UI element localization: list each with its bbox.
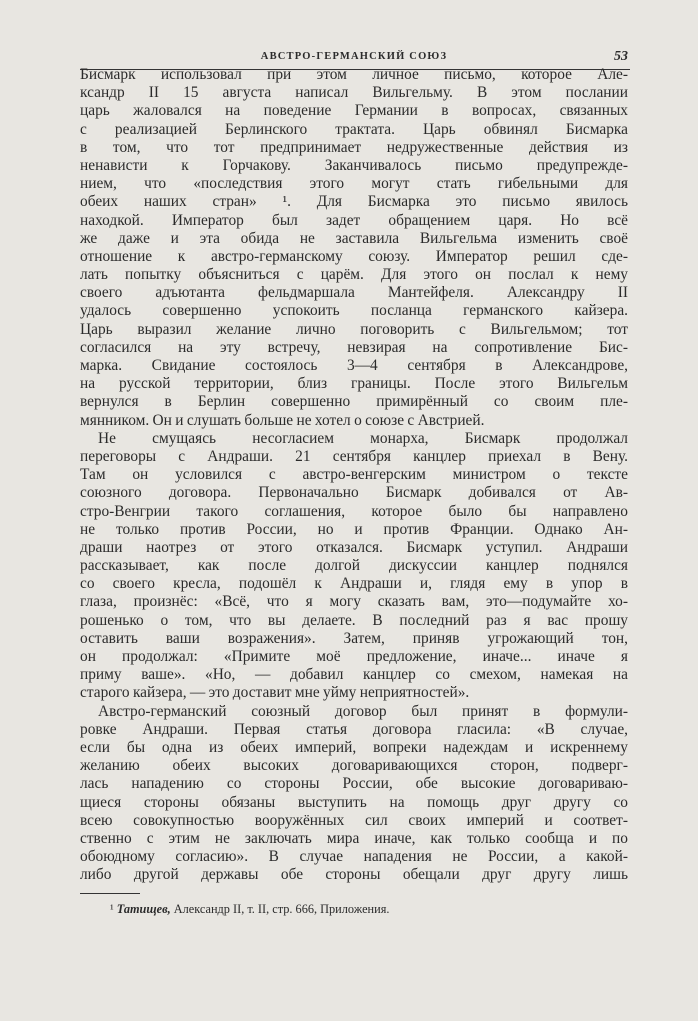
text-line: глаза, произнёс: «Всё, что я могу сказать вам, это—подумайте хо- [80, 593, 628, 611]
text-line: ненависти к Горчакову. Заканчивалось письмо предупрежде- [80, 156, 628, 174]
text-line: ственно с этим не заключать мира иначе, как только сообща и по [80, 829, 628, 847]
text-line: союзного договора. Первоначально Бисмарк добивался от Ав- [80, 484, 628, 502]
footnote [110, 901, 389, 917]
text-line: Царь выразил желание лично поговорить с Вильгельмом; тот [80, 320, 628, 338]
text-line: желанию обеих высоких договаривающихся сторон, подверг- [80, 757, 628, 775]
footnote-text: Александр II, т. II, стр. 666, Приложения. [170, 902, 390, 916]
text-line: царь жаловался на поведение Германии в вопросах, связанных [80, 102, 628, 120]
running-header [80, 49, 628, 67]
text-line: всею совокупностью вооружённых сил своих империй и соответ- [80, 811, 628, 829]
text-line: Не смущаясь несогласием монарха, Бисмарк продолжал [98, 429, 628, 447]
text-line: вернулся в Берлин совершенно примирённый со своим пле- [80, 393, 628, 411]
running-title: АВСТРО-ГЕРМАНСКИЙ СОЮЗ [260, 51, 448, 62]
text-line: либо другой державы обе стороны обещали друг другу лишь [80, 866, 628, 884]
text-line: рошенько о том, что вы делаете. В последний раз я вас прошу [80, 611, 628, 629]
page-number: 53 [614, 49, 628, 64]
text-line: удалось совершенно успокоить посланца германского кайзера. [80, 302, 628, 320]
text-line: же даже и эта обида не заставила Вильгельма изменить своё [80, 229, 628, 247]
text-line: если бы одна из обеих империй, вопреки надеждам и искреннему [80, 738, 628, 756]
text-line: Бисмарк использовал при этом личное письмо, которое Але- [80, 66, 628, 83]
text-line: не только против России, но и против Франции. Однако Ан- [80, 520, 628, 538]
text-line: драши наотрез от этого отказался. Бисмарк уступил. Андраши [80, 538, 628, 556]
text-line: щиеся стороны обязаны выступить на помощь друг другу со [80, 793, 628, 811]
text-line: мянником. Он и слушать больше не хотел о союзе с Австрией. [80, 411, 485, 429]
text-line: нием, что «последствия этого могут стать гибельными для [80, 175, 628, 193]
text-line: Там он условился с австро-венгерским министром о тексте [80, 466, 628, 484]
text-line: отношение к австро-германскому союзу. Император решил сде- [80, 247, 628, 265]
text-line: марка. Свидание состоялось 3—4 сентября в Александрове, [80, 357, 628, 374]
footnote-author: Татищев, [116, 902, 171, 916]
text-line: приму ваше». «Но, — добавил канцлер со смехом, намекая на [80, 666, 628, 684]
footnote-rule [80, 893, 140, 894]
text-line: рассказывает, как после долгой дискуссии канцлер поднялся [80, 557, 628, 575]
text-line: ксандр II 15 августа написал Вильгельму. В этом послании [80, 84, 628, 102]
text-line: переговоры с Андраши. 21 сентября канцлер приехал в Вену. [80, 447, 628, 465]
footnote-marker: ¹ [110, 902, 114, 916]
text-line: в том, что тот предпринимает недружественные действия из [80, 138, 628, 156]
paragraph [80, 703, 628, 885]
text-line: лать попытку объясниться с царём. Для этого он послал к нему [80, 266, 628, 284]
text-line: лась нападению со стороны России, обе высокие договариваю- [80, 775, 628, 793]
text-line: стро-Венгрии такого соглашения, которое было бы направлено [80, 502, 628, 520]
text-line: оставить ваши возражения». Затем, приняв угрожающий тон, [80, 629, 628, 647]
text-line: своего адъютанта фельдмаршала Мантейфеля. Александру II [80, 284, 628, 302]
text-line: обеих наших стран» ¹. Для Бисмарка это письмо явилось [80, 193, 628, 211]
text-line: на русской территории, близ границы. После этого Вильгельм [80, 375, 628, 393]
body-text [80, 66, 628, 884]
text-line: со своего кресла, подошёл к Андраши и, глядя ему в упор в [80, 575, 628, 593]
text-line: обоюдному согласию». В случае нападения не России, а какой- [80, 848, 628, 866]
text-line: ровке Андраши. Первая статья договора гласила: «В случае, [80, 720, 628, 738]
text-line: с реализацией Берлинского трактата. Царь обвинял Бисмарка [80, 120, 628, 138]
text-line: старого кайзера, — это доставит мне уйму неприятностей». [80, 684, 470, 702]
text-line: согласился на эту встречу, невзирая на сопротивление Бис- [80, 338, 628, 356]
text-line: находкой. Император был задет обращением царя. Но всё [80, 211, 628, 229]
text-line: он продолжал: «Примите моё предложение, иначе... иначе я [80, 648, 628, 665]
paragraph [80, 66, 628, 430]
text-line: Австро-германский союзный договор был принят в формули- [98, 702, 628, 720]
paragraph [80, 430, 628, 703]
